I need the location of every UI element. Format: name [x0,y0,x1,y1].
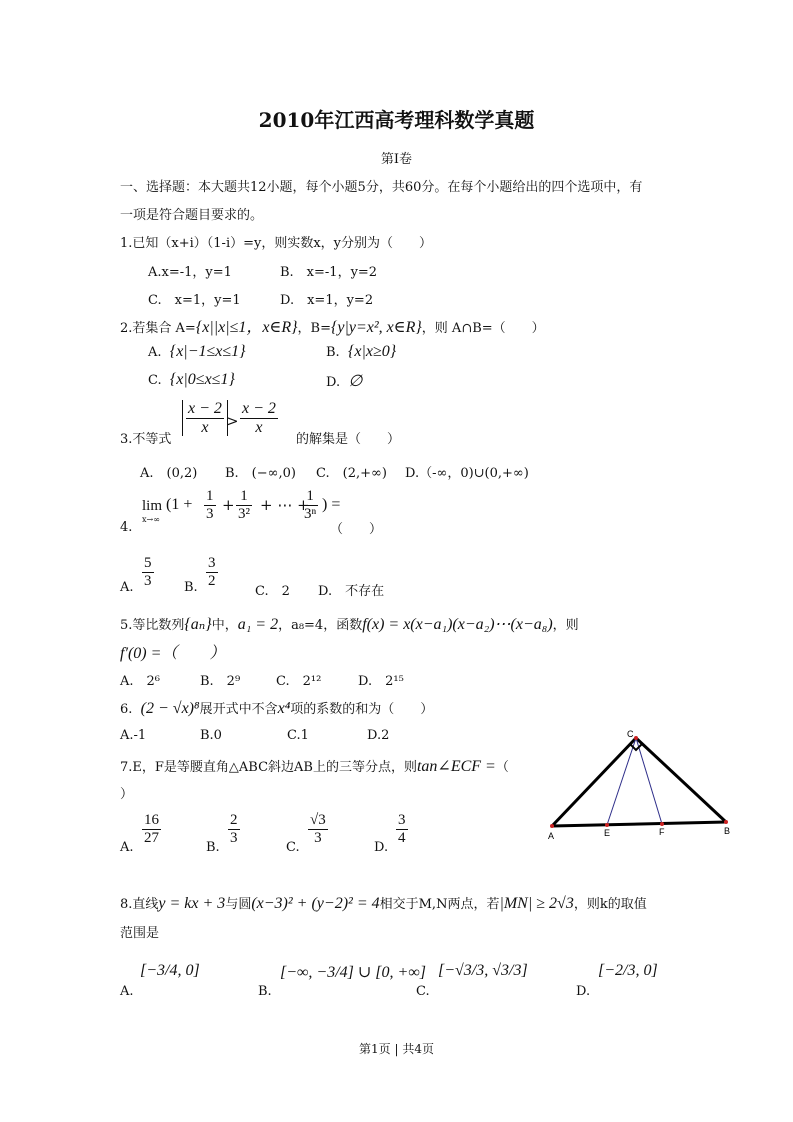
point-e [605,823,609,827]
q4-f3-num: 1 [302,488,318,506]
q8-option-c: [−√3/3, √3/3] [438,962,528,979]
side-ab [552,822,726,826]
q4-number: 4. [120,520,133,535]
part-label: 第I卷 [380,152,413,167]
q7-option-a-label: A. [120,840,134,855]
q4-option-b-label: B. [184,580,198,595]
q4-expr-end: ) = [322,496,341,513]
q4-option-c: C. 2 [255,584,290,599]
label-b: B [724,826,731,836]
side-cb [636,738,726,822]
q2-option-b-value: {x|x≥0} [347,343,397,360]
q4-option-a-label: A. [120,580,134,595]
q2-option-a [148,343,246,361]
q2-option-d-value: ∅ [348,373,363,390]
q8-option-a: [−3/4, 0] [140,962,200,979]
q7-option-c-frac [308,812,328,846]
page-title: 2010年江西高考理科数学真题 [258,108,535,132]
q5-a8: ，a₈=4，函数 [278,618,363,633]
q8-option-d: [−2/3, 0] [598,962,658,979]
q7-tan: tan∠ECF = [416,758,496,775]
q8-option-d-label: D. [576,984,591,999]
q4-b-num: 3 [208,555,216,571]
q1-stem: 1.已知（x+i）（1-i）=y，则实数x，y分别为（ ） [120,236,433,251]
q4-frac-2 [236,488,252,522]
q6-stem-2: 项的系数的和为（ ） [290,702,434,717]
q7-stem [120,756,509,776]
label-a: A [548,831,555,841]
label-f: F [659,827,665,837]
q2-option-d [326,371,362,391]
q3-option-d: D.（-∞，0)∪(0,+∞) [405,466,529,481]
q1-option-d: D. x=1，y=2 [280,293,374,308]
q8-stem-2: 与圆 [225,897,252,912]
q7-option-b-label: B. [206,840,220,855]
q1-option-a: A.x=-1，y=1 [148,265,232,280]
q4-option-b-frac [206,555,218,589]
q6-stem-1: 展开式中不含 [199,702,278,717]
q5-stem [120,614,579,634]
q7-option-d-label: D. [374,840,389,855]
q3-left-num: x − 2 [188,400,222,417]
q4-plus: + [222,496,235,514]
q4-b-den: 2 [208,572,216,589]
q2-stem-a: 2.若集合 A= [120,321,196,336]
q8-option-c-label: C. [416,984,430,999]
q1-option-b: B. x=-1，y=2 [280,265,378,280]
q8-stem-3: 相交于M,N两点，若 [379,897,500,912]
q7-paren-open: （ [495,760,509,775]
q2-option-c [148,371,235,389]
q3-right-den: x [255,418,263,436]
q3-option-a: A. (0,2) [140,466,198,481]
q2-option-a-label: A. [148,345,162,360]
q7-d-num: 3 [398,812,406,828]
q7-option-a-frac [142,812,161,846]
q7-option-b-frac [228,812,240,846]
q4-frac-1 [204,488,216,522]
q4-f2-den: 3² [238,505,250,522]
q2-set-a: {x||x|≤1，x∈R} [195,319,298,336]
q3-suffix: 的解集是（ ） [296,432,401,447]
q7-c-den: 3 [314,829,322,846]
q2-stem-b: ，B= [297,321,331,336]
q6-expr: (2 − √x)⁸ [140,700,200,717]
q2-option-d-label: D. [326,375,341,390]
point-f [660,822,664,826]
q3-option-b: B. (−∞,0) [225,466,296,481]
q3-fraction-left [186,400,224,436]
q7-stem-text: 7.E，F是等腰直角△ABC斜边AB上的三等分点，则 [120,760,417,775]
q8-option-a-label: A. [120,984,134,999]
q5-option-c: C. 2¹² [276,674,322,689]
section-intro-line-1: 一、选择题：本大题共12小题，每个小题5分，共60分。在每个小题给出的四个选项中，有 [120,180,643,195]
q6-option-d: D.2 [367,728,390,743]
q2-option-c-value: {x|0≤x≤1} [169,371,235,388]
q2-option-a-value: {x|−1≤x≤1} [169,343,246,360]
q8-circle: (x−3)² + (y−2)² = 4 [251,895,380,912]
q7-b-num: 2 [230,812,238,828]
point-a [550,824,554,828]
q2-set-b: {y|y=x², x∈R} [330,319,422,336]
q8-stem-4: ，则k的取值 [573,897,647,912]
q2-option-c-label: C. [148,373,162,388]
q7-d-den: 4 [398,829,406,846]
q6-number: 6. [120,702,133,717]
q4-f3-den: 3ⁿ [304,505,317,522]
q5-fx: f(x) = x(x−a₁)(x−a₂)⋯(x−a₈) [362,616,553,633]
point-c [634,736,638,740]
q5-stem-2: 中， [211,618,238,633]
q6-option-c: C.1 [287,728,309,743]
side-ac [552,738,636,826]
q1-option-c: C. x=1，y=1 [148,293,241,308]
q3-left-den: x [201,418,209,436]
q8-option-b: [−∞, −3/4] ∪ [0, +∞] [280,964,426,981]
q5-stem-3: ，则 [552,618,579,633]
q5-a1: a₁ = 2 [237,616,279,633]
q4-a-num: 5 [144,555,152,571]
q3-right-num: x − 2 [242,400,276,417]
q5-option-b: B. 2⁹ [200,674,241,689]
q8-cond: |MN| ≥ 2√3 [499,895,574,912]
q5-option-a: A. 2⁶ [120,674,161,689]
q3-option-c: C. (2,+∞) [316,466,387,481]
q4-frac-3 [302,488,318,522]
q7-paren-close: ） [120,787,134,802]
q8-stem-1: 8.直线 [120,897,159,912]
q6-option-b: B.0 [200,728,222,743]
q4-f2-num: 1 [236,488,252,506]
q7-a-num: 16 [144,812,159,828]
section-intro-line-2: 一项是符合题目要求的。 [120,208,264,223]
q4-a-den: 3 [144,572,152,589]
q7-option-d-frac [396,812,408,846]
q2-option-b-label: B. [326,345,340,360]
point-b [724,820,728,824]
q3-gt: > [226,412,239,430]
q5-option-d: D. 2¹⁵ [358,674,404,689]
q5-line-2: f′(0) =（ ） [120,645,226,662]
q2-stem-c: ，则 A∩B=（ ） [421,321,545,336]
q8-option-b-label: B. [258,984,272,999]
q3-fraction-right [240,400,278,436]
q4-expr-start: (1 + [166,496,193,513]
q7-a-den: 27 [144,829,159,846]
label-e: E [604,828,611,838]
q2-option-b [326,343,396,361]
q4-paren: （ ） [330,522,383,537]
q6-option-a: A.-1 [120,728,147,743]
q7-option-c-label: C. [286,840,300,855]
label-c: C [627,729,634,739]
triangle-figure [540,726,740,842]
q4-lim-sub: x→∞ [142,515,160,524]
q3-abs-fraction [182,400,228,436]
q7-c-num: √3 [310,812,326,828]
q4-lim: lim [142,498,163,514]
q5-seq: {aₙ} [184,616,212,633]
q8-stem [120,893,647,913]
q4-option-d: D. 不存在 [318,584,385,599]
q6-x4: x⁴ [277,700,291,717]
q8-line-2: 范围是 [120,926,160,941]
q4-dots: + ⋯ + [260,496,310,514]
q8-line-eq: y = kx + 3 [158,895,226,912]
q4-f1-num: 1 [206,488,214,504]
q6-stem [120,698,433,718]
q4-option-a-frac [142,555,154,589]
q5-stem-1: 5.等比数列 [120,618,185,633]
q2-stem [120,314,545,337]
q3-prefix: 3.不等式 [120,432,172,447]
page-footer: 第1页 | 共4页 [359,1042,434,1056]
q7-b-den: 3 [230,829,238,846]
q4-f1-den: 3 [206,505,214,522]
